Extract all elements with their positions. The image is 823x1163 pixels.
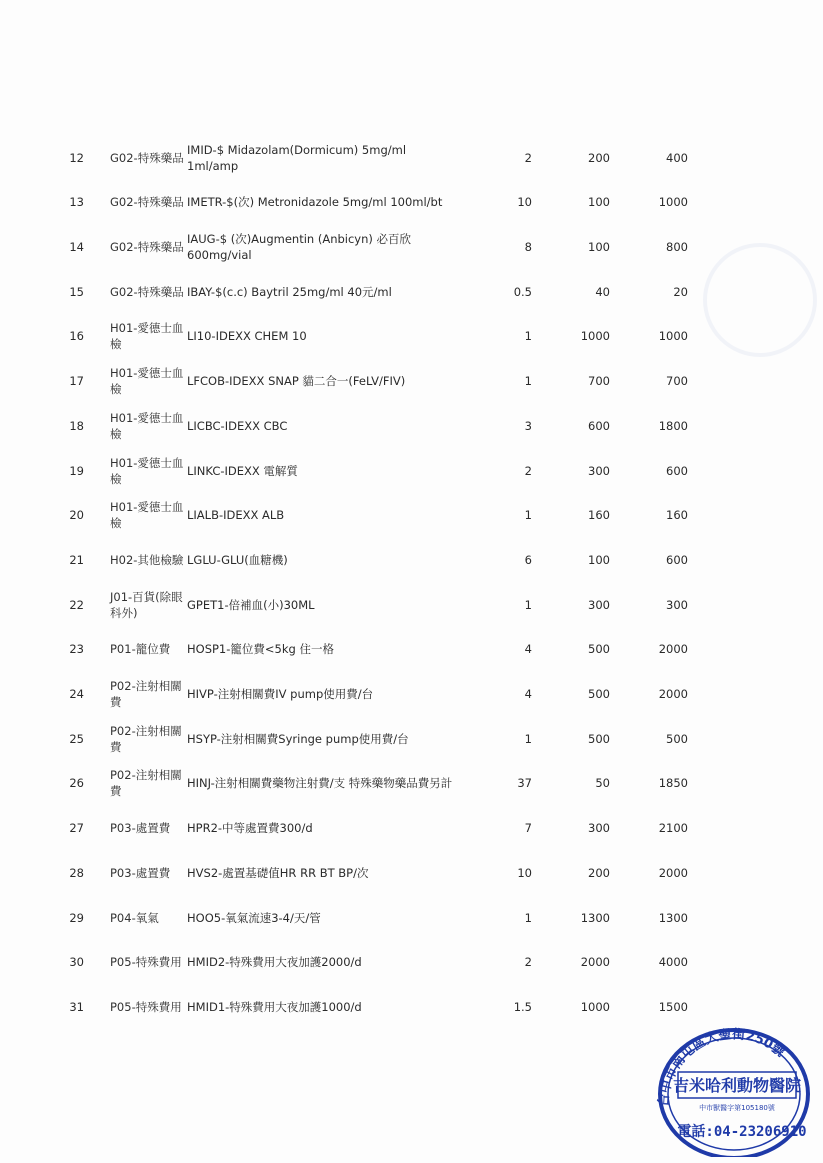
- quantity-cell-text: 3: [524, 419, 532, 433]
- unit-price-cell-text: 500: [588, 687, 610, 701]
- amount-cell-text: 400: [666, 151, 688, 165]
- unit-price-cell-text: 100: [588, 553, 610, 567]
- unit-price-cell-text: 160: [588, 508, 610, 522]
- amount-cell-text: 2000: [658, 642, 688, 656]
- unit-price-cell-text: 200: [588, 151, 610, 165]
- item-cell-text: HMID2-特殊費用大夜加護2000/d: [187, 955, 362, 969]
- row-number-text: 24: [69, 687, 84, 701]
- row-number-text: 18: [69, 419, 84, 433]
- quantity-cell: [470, 493, 532, 537]
- item-cell-text: LIALB-IDEXX ALB: [187, 508, 285, 522]
- quantity-cell: [470, 180, 532, 224]
- category-cell-text: G02-特殊藥品: [110, 151, 184, 165]
- category-cell-text: P04-氧氣: [110, 911, 159, 925]
- amount-cell-text: 20: [673, 285, 688, 299]
- amount-cell-text: 4000: [658, 955, 688, 969]
- amount-cell-text: 2000: [658, 687, 688, 701]
- item-cell-text: IMID-$ Midazolam(Dormicum) 5mg/ml 1ml/amp: [187, 143, 407, 173]
- item-cell-text: LINKC-IDEXX 電解質: [187, 464, 298, 478]
- category-cell-text: P05-特殊費用: [110, 955, 182, 969]
- item-cell-text: GPET1-倍補血(小)30ML: [187, 598, 315, 612]
- amount-cell: [626, 583, 688, 627]
- amount-cell-text: 1800: [658, 419, 688, 433]
- item-cell-text: HOSP1-籠位費<5kg 住一格: [187, 642, 334, 656]
- quantity-cell-text: 2: [524, 464, 532, 478]
- item-cell-text: IMETR-$(次) Metronidazole 5mg/ml 100ml/bt: [187, 195, 443, 209]
- unit-price-cell-text: 1000: [580, 329, 610, 343]
- item-cell: [187, 180, 457, 224]
- amount-cell: [626, 314, 688, 358]
- category-cell-text: H01-愛德士血檢: [110, 411, 184, 441]
- item-cell-text: IAUG-$ (次)Augmentin (Anbicyn) 必百欣 600mg/vial: [187, 232, 412, 262]
- table-row: [0, 538, 823, 582]
- item-cell: [187, 404, 457, 448]
- category-cell-text: G02-特殊藥品: [110, 195, 184, 209]
- item-cell-text: HSYP-注射相關費Syringe pump使用費/台: [187, 732, 409, 746]
- unit-price-cell: [548, 314, 610, 358]
- unit-price-cell: [548, 538, 610, 582]
- quantity-cell-text: 4: [524, 687, 532, 701]
- unit-price-cell: [548, 136, 610, 180]
- table-row: [0, 583, 823, 627]
- row-number: [40, 449, 84, 493]
- item-cell: [187, 761, 457, 805]
- quantity-cell: [470, 985, 532, 1029]
- row-number: [40, 806, 84, 850]
- row-number-text: 17: [69, 374, 84, 388]
- amount-cell: [626, 896, 688, 940]
- row-number-text: 25: [69, 732, 84, 746]
- unit-price-cell: [548, 180, 610, 224]
- amount-cell-text: 1850: [658, 776, 688, 790]
- category-cell: [110, 314, 184, 358]
- row-number: [40, 717, 84, 761]
- amount-cell-text: 1000: [658, 329, 688, 343]
- amount-cell: [626, 225, 688, 269]
- unit-price-cell-text: 1000: [580, 1000, 610, 1014]
- table-row: [0, 359, 823, 403]
- category-cell: [110, 180, 184, 224]
- quantity-cell-text: 4: [524, 642, 532, 656]
- item-cell-text: IBAY-$(c.c) Baytril 25mg/ml 40元/ml: [187, 285, 392, 299]
- amount-cell-text: 160: [666, 508, 688, 522]
- row-number-text: 15: [69, 285, 84, 299]
- row-number: [40, 940, 84, 984]
- row-number-text: 19: [69, 464, 84, 478]
- unit-price-cell-text: 1300: [580, 911, 610, 925]
- item-cell: [187, 717, 457, 761]
- quantity-cell-text: 10: [517, 866, 532, 880]
- item-cell-text: LGLU-GLU(血糖機): [187, 553, 288, 567]
- category-cell: [110, 538, 184, 582]
- row-number: [40, 538, 84, 582]
- row-number: [40, 270, 84, 314]
- row-number-text: 28: [69, 866, 84, 880]
- row-number-text: 14: [69, 240, 84, 254]
- unit-price-cell-text: 40: [595, 285, 610, 299]
- category-cell-text: H01-愛德士血檢: [110, 500, 184, 530]
- unit-price-cell-text: 100: [588, 195, 610, 209]
- category-cell-text: P03-處置費: [110, 866, 171, 880]
- quantity-cell-text: 1: [524, 329, 532, 343]
- quantity-cell: [470, 314, 532, 358]
- amount-cell: [626, 180, 688, 224]
- row-number-text: 30: [69, 955, 84, 969]
- row-number: [40, 180, 84, 224]
- table-row: [0, 717, 823, 761]
- item-cell: [187, 359, 457, 403]
- svg-text:台中市南屯區大聖街250號: [656, 1026, 788, 1107]
- quantity-cell-text: 1: [524, 911, 532, 925]
- quantity-cell: [470, 717, 532, 761]
- table-row: [0, 404, 823, 448]
- row-number: [40, 851, 84, 895]
- quantity-cell-text: 1: [524, 374, 532, 388]
- category-cell: [110, 806, 184, 850]
- quantity-cell: [470, 225, 532, 269]
- category-cell-text: G02-特殊藥品: [110, 285, 184, 299]
- stamp-address: 台中市南屯區大聖街250號: [656, 1027, 788, 1108]
- item-cell: [187, 583, 457, 627]
- category-cell: [110, 851, 184, 895]
- quantity-cell-text: 2: [524, 955, 532, 969]
- category-cell: [110, 359, 184, 403]
- amount-cell: [626, 538, 688, 582]
- quantity-cell-text: 1: [524, 598, 532, 612]
- category-cell-text: P03-處置費: [110, 821, 171, 835]
- item-cell-text: HPR2-中等處置費300/d: [187, 821, 313, 835]
- item-cell: [187, 449, 457, 493]
- category-cell-text: P05-特殊費用: [110, 1000, 182, 1014]
- quantity-cell-text: 10: [517, 195, 532, 209]
- unit-price-cell-text: 50: [595, 776, 610, 790]
- item-cell-text: HMID1-特殊費用大夜加護1000/d: [187, 1000, 362, 1014]
- amount-cell: [626, 136, 688, 180]
- category-cell-text: G02-特殊藥品: [110, 240, 184, 254]
- table-row: [0, 806, 823, 850]
- quantity-cell: [470, 404, 532, 448]
- quantity-cell: [470, 449, 532, 493]
- quantity-cell-text: 2: [524, 151, 532, 165]
- row-number-text: 26: [69, 776, 84, 790]
- category-cell: [110, 404, 184, 448]
- amount-cell: [626, 449, 688, 493]
- unit-price-cell-text: 700: [588, 374, 610, 388]
- item-cell-text: LFCOB-IDEXX SNAP 貓二合一(FeLV/FIV): [187, 374, 406, 388]
- item-cell-text: HINJ-注射相關費藥物注射費/支 特殊藥物藥品費另計: [187, 776, 453, 790]
- quantity-cell: [470, 583, 532, 627]
- unit-price-cell-text: 500: [588, 642, 610, 656]
- row-number-text: 27: [69, 821, 84, 835]
- unit-price-cell-text: 300: [588, 821, 610, 835]
- row-number-text: 23: [69, 642, 84, 656]
- unit-price-cell: [548, 940, 610, 984]
- amount-cell: [626, 270, 688, 314]
- item-cell: [187, 672, 457, 716]
- amount-cell-text: 600: [666, 464, 688, 478]
- quantity-cell: [470, 940, 532, 984]
- row-number: [40, 225, 84, 269]
- quantity-cell-text: 7: [524, 821, 532, 835]
- table-row: [0, 136, 823, 180]
- amount-cell-text: 300: [666, 598, 688, 612]
- amount-cell-text: 1000: [658, 195, 688, 209]
- amount-cell: [626, 851, 688, 895]
- item-cell: [187, 270, 457, 314]
- item-cell: [187, 627, 457, 671]
- row-number-text: 13: [69, 195, 84, 209]
- amount-cell: [626, 359, 688, 403]
- row-number-text: 31: [69, 1000, 84, 1014]
- quantity-cell: [470, 627, 532, 671]
- quantity-cell: [470, 672, 532, 716]
- unit-price-cell: [548, 985, 610, 1029]
- amount-cell: [626, 493, 688, 537]
- table-row: [0, 940, 823, 984]
- table-row: [0, 761, 823, 805]
- quantity-cell: [470, 538, 532, 582]
- category-cell-text: H01-愛德士血檢: [110, 321, 184, 351]
- row-number: [40, 761, 84, 805]
- unit-price-cell: [548, 449, 610, 493]
- quantity-cell: [470, 359, 532, 403]
- category-cell: [110, 761, 184, 805]
- item-cell: [187, 538, 457, 582]
- table-row: [0, 627, 823, 671]
- quantity-cell-text: 1: [524, 508, 532, 522]
- amount-cell-text: 1300: [658, 911, 688, 925]
- amount-cell: [626, 761, 688, 805]
- row-number: [40, 493, 84, 537]
- unit-price-cell-text: 2000: [580, 955, 610, 969]
- item-cell: [187, 136, 457, 180]
- row-number: [40, 359, 84, 403]
- faint-stamp-mark: [700, 240, 820, 360]
- unit-price-cell: [548, 225, 610, 269]
- table-row: [0, 449, 823, 493]
- item-cell: [187, 806, 457, 850]
- item-cell: [187, 314, 457, 358]
- amount-cell: [626, 717, 688, 761]
- row-number: [40, 314, 84, 358]
- unit-price-cell: [548, 806, 610, 850]
- row-number: [40, 583, 84, 627]
- unit-price-cell-text: 600: [588, 419, 610, 433]
- table-row: [0, 896, 823, 940]
- quantity-cell-text: 0.5: [513, 285, 532, 299]
- row-number: [40, 896, 84, 940]
- category-cell: [110, 940, 184, 984]
- unit-price-cell: [548, 896, 610, 940]
- table-row: [0, 180, 823, 224]
- row-number: [40, 672, 84, 716]
- item-cell: [187, 896, 457, 940]
- amount-cell-text: 500: [666, 732, 688, 746]
- item-cell-text: LI10-IDEXX CHEM 10: [187, 329, 307, 343]
- unit-price-cell: [548, 717, 610, 761]
- quantity-cell: [470, 761, 532, 805]
- row-number-text: 22: [69, 598, 84, 612]
- unit-price-cell: [548, 583, 610, 627]
- row-number-text: 12: [69, 151, 84, 165]
- unit-price-cell: [548, 672, 610, 716]
- category-cell: [110, 270, 184, 314]
- quantity-cell: [470, 270, 532, 314]
- amount-cell: [626, 806, 688, 850]
- amount-cell: [626, 672, 688, 716]
- quantity-cell: [470, 851, 532, 895]
- category-cell-text: P01-籠位費: [110, 642, 171, 656]
- amount-cell-text: 2000: [658, 866, 688, 880]
- unit-price-cell-text: 300: [588, 598, 610, 612]
- stamp-license: 中市獸醫字第105180號: [699, 1104, 775, 1112]
- unit-price-cell: [548, 270, 610, 314]
- category-cell-text: H01-愛德士血檢: [110, 456, 184, 486]
- category-cell: [110, 672, 184, 716]
- unit-price-cell: [548, 359, 610, 403]
- table-row: [0, 493, 823, 537]
- amount-cell-text: 600: [666, 553, 688, 567]
- item-cell: [187, 851, 457, 895]
- category-cell: [110, 717, 184, 761]
- unit-price-cell-text: 200: [588, 866, 610, 880]
- unit-price-cell: [548, 851, 610, 895]
- item-cell-text: HIVP-注射相關費IV pump使用費/台: [187, 687, 374, 701]
- category-cell: [110, 583, 184, 627]
- category-cell: [110, 896, 184, 940]
- category-cell-text: P02-注射相關費: [110, 679, 182, 709]
- category-cell: [110, 627, 184, 671]
- category-cell-text: P02-注射相關費: [110, 724, 182, 754]
- row-number-text: 21: [69, 553, 84, 567]
- amount-cell-text: 2100: [658, 821, 688, 835]
- item-cell: [187, 493, 457, 537]
- category-cell: [110, 449, 184, 493]
- amount-cell: [626, 404, 688, 448]
- unit-price-cell: [548, 627, 610, 671]
- amount-cell-text: 700: [666, 374, 688, 388]
- row-number-text: 29: [69, 911, 84, 925]
- unit-price-cell-text: 300: [588, 464, 610, 478]
- item-cell: [187, 985, 457, 1029]
- item-cell-text: LICBC-IDEXX CBC: [187, 419, 288, 433]
- category-cell-text: J01-百貨(除眼科外): [110, 590, 183, 620]
- unit-price-cell: [548, 493, 610, 537]
- amount-cell: [626, 627, 688, 671]
- stamp-clinic-name: 吉米哈利動物醫院: [672, 1076, 802, 1095]
- amount-cell: [626, 940, 688, 984]
- clinic-seal-stamp: [650, 1012, 810, 1157]
- item-cell-text: HOO5-氧氣流速3-4/天/管: [187, 911, 321, 925]
- quantity-cell: [470, 806, 532, 850]
- row-number: [40, 404, 84, 448]
- quantity-cell: [470, 896, 532, 940]
- category-cell: [110, 136, 184, 180]
- category-cell-text: H01-愛德士血檢: [110, 366, 184, 396]
- item-cell-text: HVS2-處置基礎值HR RR BT BP/次: [187, 866, 369, 880]
- category-cell-text: H02-其他檢驗: [110, 553, 184, 567]
- category-cell: [110, 225, 184, 269]
- quantity-cell-text: 1.5: [513, 1000, 532, 1014]
- row-number-text: 20: [69, 508, 84, 522]
- stamp-phone: 電話:04-23206910: [677, 1124, 807, 1140]
- quantity-cell-text: 8: [524, 240, 532, 254]
- category-cell: [110, 985, 184, 1029]
- row-number: [40, 136, 84, 180]
- unit-price-cell-text: 500: [588, 732, 610, 746]
- quantity-cell-text: 6: [524, 553, 532, 567]
- amount-cell-text: 1500: [658, 1000, 688, 1014]
- item-cell: [187, 225, 457, 269]
- unit-price-cell-text: 100: [588, 240, 610, 254]
- category-cell-text: P02-注射相關費: [110, 768, 182, 798]
- amount-cell-text: 800: [666, 240, 688, 254]
- quantity-cell: [470, 136, 532, 180]
- unit-price-cell: [548, 761, 610, 805]
- quantity-cell-text: 37: [517, 776, 532, 790]
- row-number-text: 16: [69, 329, 84, 343]
- category-cell: [110, 493, 184, 537]
- item-cell: [187, 940, 457, 984]
- table-row: [0, 851, 823, 895]
- row-number: [40, 985, 84, 1029]
- quantity-cell-text: 1: [524, 732, 532, 746]
- unit-price-cell: [548, 404, 610, 448]
- table-row: [0, 672, 823, 716]
- row-number: [40, 627, 84, 671]
